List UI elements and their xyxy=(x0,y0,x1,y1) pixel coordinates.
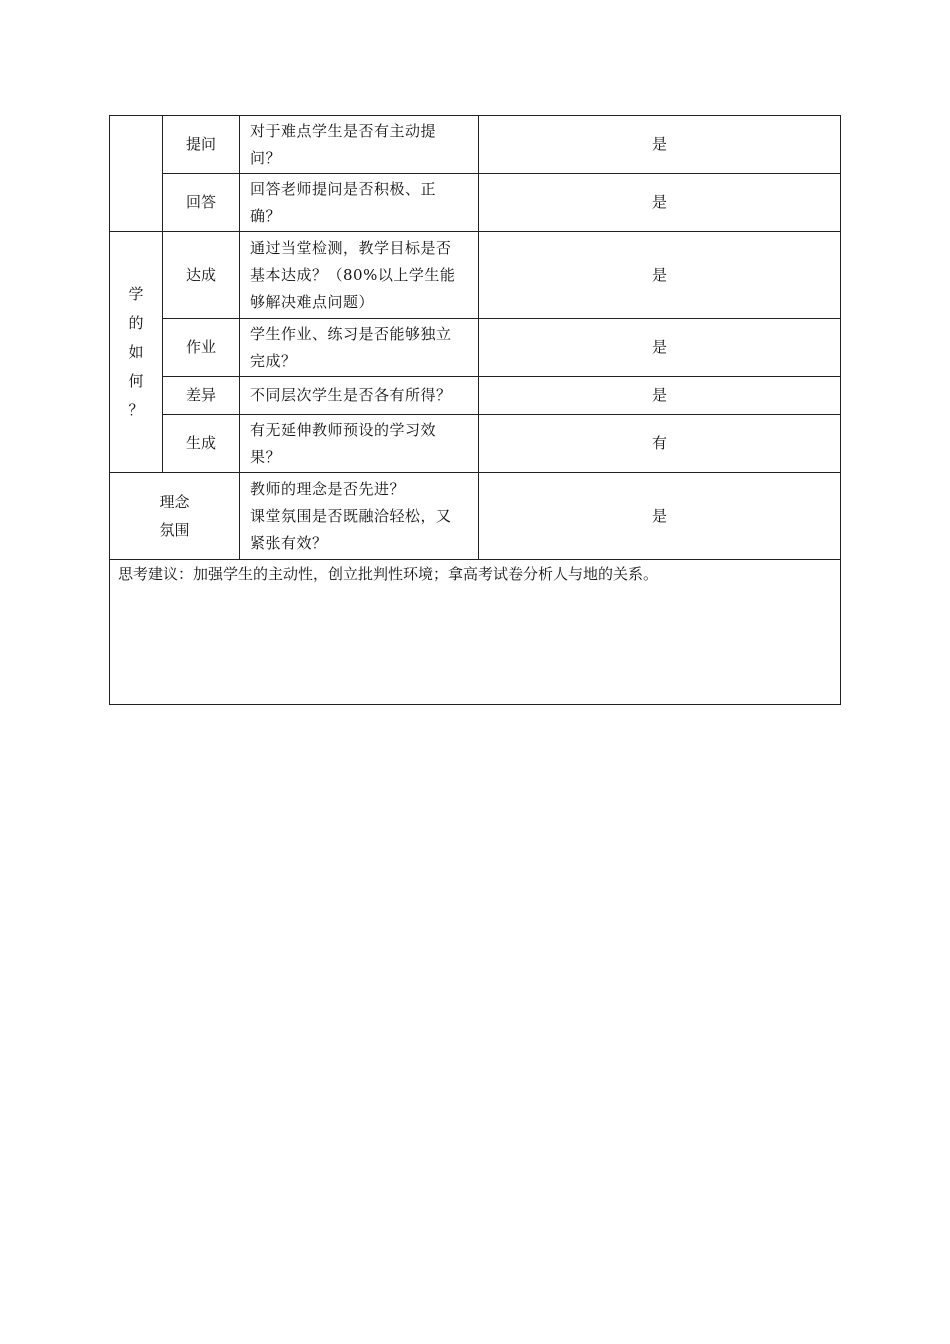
answer-value: 是 xyxy=(479,319,841,377)
question-text: 教师的理念是否先进？ 课堂氛围是否既融洽轻松，又 紧张有效？ xyxy=(240,473,479,560)
table-row xyxy=(110,560,841,705)
table-row xyxy=(110,415,841,473)
table-row xyxy=(110,319,841,377)
table-row xyxy=(110,473,841,560)
item-label: 回答 xyxy=(163,174,240,232)
table-row xyxy=(110,377,841,415)
answer-value: 有 xyxy=(479,415,841,473)
evaluation-table xyxy=(109,115,841,705)
answer-value: 是 xyxy=(479,473,841,560)
answer-value: 是 xyxy=(479,377,841,415)
item-label: 作业 xyxy=(163,319,240,377)
item-label: 达成 xyxy=(163,232,240,319)
suggestion-text: 思考建议：加强学生的主动性，创立批判性环境；拿高考试卷分析人与地的关系。 xyxy=(110,560,841,705)
table-row xyxy=(110,116,841,174)
answer-value: 是 xyxy=(479,116,841,174)
item-label: 提问 xyxy=(163,116,240,174)
question-text: 学生作业、练习是否能够独立 完成？ xyxy=(240,319,479,377)
question-text: 回答老师提问是否积极、正 确？ xyxy=(240,174,479,232)
question-text: 有无延伸教师预设的学习效 果？ xyxy=(240,415,479,473)
item-label: 差异 xyxy=(163,377,240,415)
question-text: 通过当堂检测，教学目标是否 基本达成？（80%以上学生能 够解决难点问题） xyxy=(240,232,479,319)
concept-label: 理念 氛围 xyxy=(110,473,240,560)
table-row xyxy=(110,174,841,232)
answer-value: 是 xyxy=(479,174,841,232)
answer-value: 是 xyxy=(479,232,841,319)
group-label-cell xyxy=(110,232,163,473)
group-cell-empty xyxy=(110,116,163,232)
question-text: 不同层次学生是否各有所得？ xyxy=(240,377,479,415)
item-label: 生成 xyxy=(163,415,240,473)
question-text: 对于难点学生是否有主动提 问？ xyxy=(240,116,479,174)
table-row xyxy=(110,232,841,319)
group-label: 学 的 如 何 ？ xyxy=(128,284,144,419)
